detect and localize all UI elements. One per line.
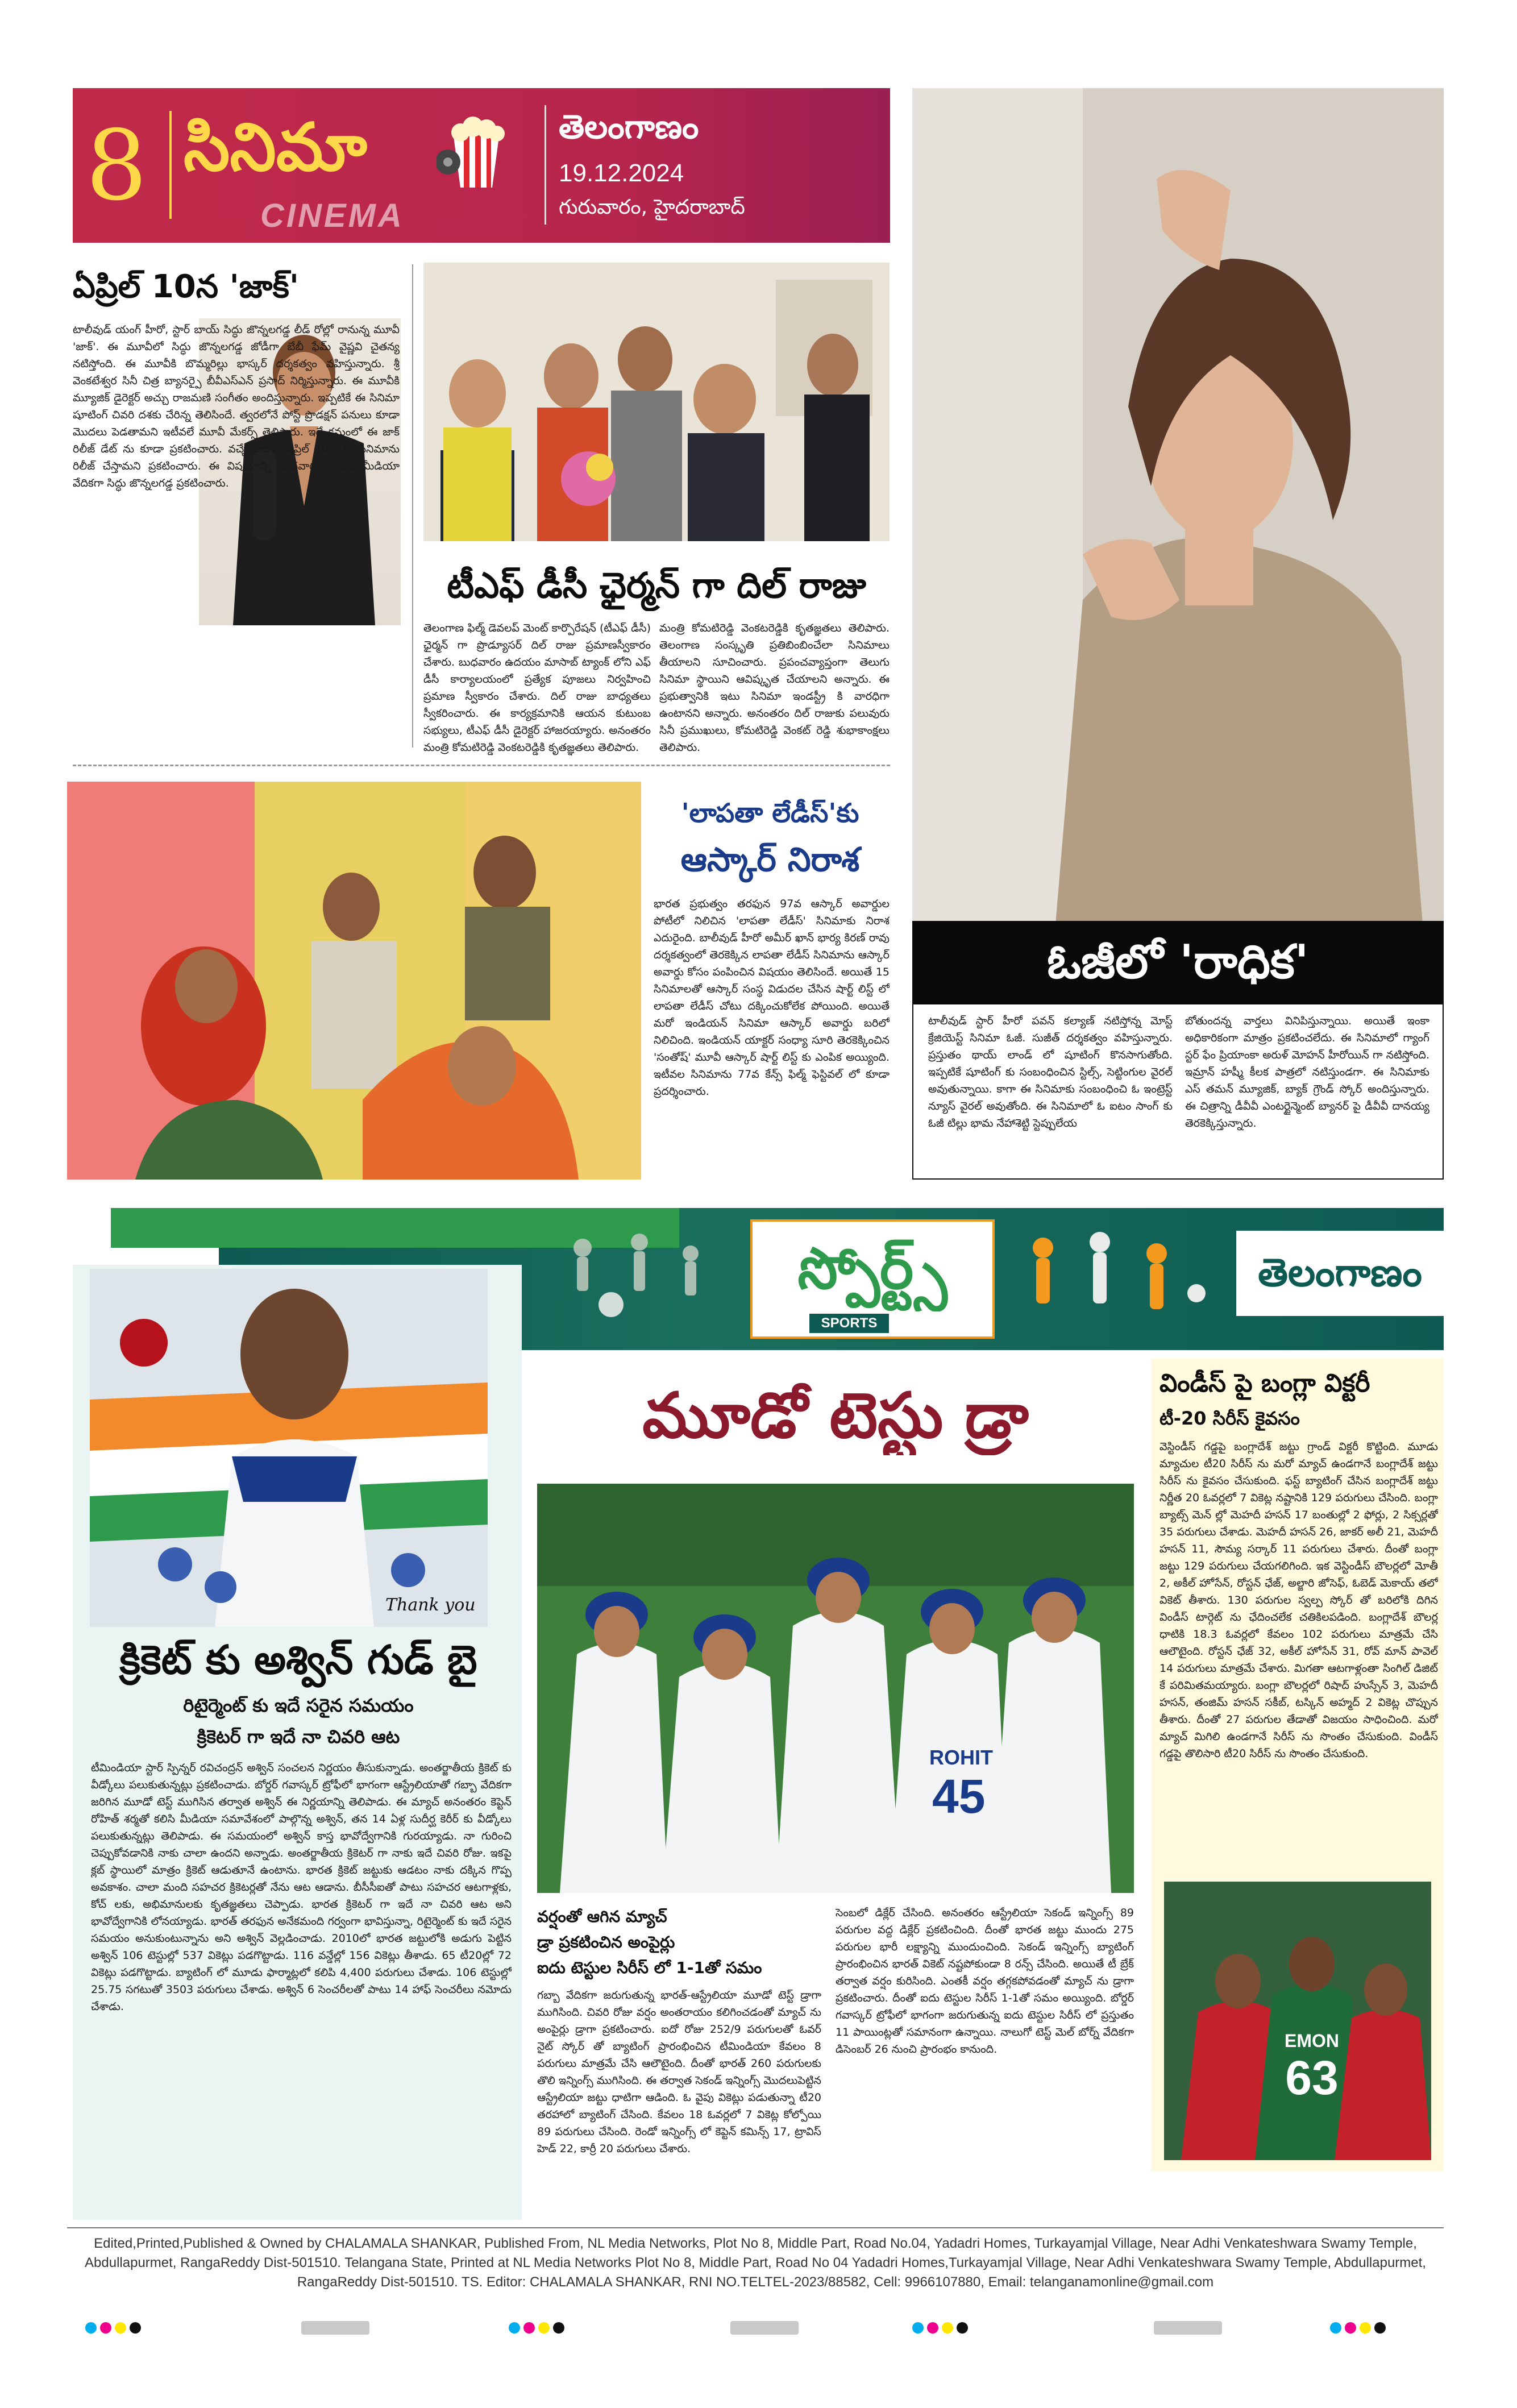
- ashwin-headline: క్రికెట్ కు అశ్విన్ గుడ్ బై: [119, 1637, 477, 1683]
- sports-art-right: [1003, 1219, 1219, 1344]
- black-swatch: [130, 2322, 141, 2334]
- color-bar-4: [1330, 2321, 1398, 2335]
- og-body-right: బోతుందన్న వార్తలు వినిపిస్తున్నాయి. అయితే ఇంకా అధికారికంగా మాత్రం ప్రకటించలేదు. ఈ సినిమాలో గ్యాంగ్ స్టర్ ఫేం ప్రియాంకా అరుళ్ మోహన్ హీరోయిన్ గా నటిస్తోంది. ఇమ్రాన్ హష్మీ కీలక పాత్రలో నటిస్తుండగా. ఈ సినిమాకు ఎస్ తమన్ మ్యూజిక్, బ్యాక్ గ్రౌండ్ స్కోర్ అందిస్తున్నారు. ఈ చిత్రాన్ని డీవీవీ ఎంటర్టైన్మెంట్ బ్యానర్ పై డీవీవీ దానయ్య తెరకెక్కిస్తున్నారు.: [1185, 1015, 1429, 1130]
- laapataa-body: భారత ప్రభుత్వం తరఫున 97వ ఆస్కార్ అవార్డుల పోటీలో నిలిచిన 'లాపతా లేడీస్' సినిమాకు నిరాశ ఎదురైంది. బాలీవుడ్ హీరో అమీర్ ఖాన్ భార్య కిరణ్ రావు దర్శకత్వంలో తెరకెక్కిన లాపతా లేడీస్ సినిమాను ఆస్కార్ అవార్డు కోసం పంపించిన విషయం తెలిసిందే. అయితే 15 సినిమాలతో ఆస్కార్ సంస్థ విడుదల చేసిన షార్ట్ లిస్ట్ లో లాపతా లేడీస్ చోటు దక్కించుకోలేక పోయింది. అయితే మరో ఇండియన్ సినిమా ఆస్కార్ అవార్డు బరిలో నిలిచింది. ఇండియన్ యాక్టర్ సంధ్యా సూరి తెరకెక్కించిన 'సంతోష్' మూవీ ఆస్కార్ షార్ట్ లిస్ట్ కు ఎంపిక అయ్యింది. ఇటీవల సినిమాను 77వ కేన్స్ ఫిల్మ్ ఫెస్టివల్ లో కూడా ప్రదర్శించారు.: [654, 898, 890, 1098]
- grey-bar-1: [301, 2321, 369, 2335]
- og-text-panel: [912, 1003, 1444, 1180]
- third-test-headline: మూడో టెస్టు డ్రా: [642, 1379, 1029, 1452]
- sports-title-box: [750, 1219, 995, 1339]
- og-body-left: టాలీవుడ్ స్టార్ హీరో పవన్ కల్యాణ్ నటిస్తోన్న మోస్ట్ క్రేజియెస్ట్ సినిమా ఓజీ. సుజీత్ దర్శకత్వం వహిస్తున్నారు. ప్రస్తుతం థాయ్ లాండ్ లో షూటింగ్ కొనసాగుతోంది. ఇప్పటికే షూటింగ్ కు సంబంధించిన స్టిల్స్, సెట్టింగుల వైరల్ అవుతున్నాయి. కాగా ఈ సినిమాకు సంబంధించి ఓ ఇంట్రెస్ట్ న్యూస్ వైరల్ అవుతోంది. ఈ సినిమాలో ఓ ఐటం సాంగ్ కు ఓజీ టిల్లు భామ నేహాశెట్టి స్టెప్పులేయ: [928, 1015, 1173, 1130]
- masthead: [73, 88, 890, 243]
- og-headline-band: [912, 921, 1444, 1003]
- popcorn-icon: [437, 105, 516, 190]
- rohit-jersey-number: 45: [932, 1770, 986, 1823]
- magenta-swatch: [523, 2322, 535, 2334]
- windies-sub: టీ-20 సిరీస్ కైవసం: [1159, 1408, 1300, 1429]
- footer-rule: [67, 2227, 1444, 2228]
- color-bar-1: [85, 2321, 153, 2335]
- cyan-swatch: [912, 2322, 924, 2334]
- registration-marks: [0, 2316, 1517, 2339]
- third-test-body-left: గబ్బా వేదికగా జరుగుతున్న భారత్-ఆస్ట్రేలియా మూడో టెస్ట్ డ్రాగా ముగిసింది. చివరి రోజు వర్షం అంతరాయం కలిగించడంతో మ్యాచ్ ను అంపైర్లు డ్రాగా ప్రకటించారు. ఐదో రోజు 252/9 పరుగులతో ఓవర్ నైట్ స్కోర్ తో బ్యాటింగ్ ప్రారంభించిన టీమిండియా కేవలం 8 పరుగులు మాత్రమే చేసి ఆలౌటైంది. దీంతో భారత్ 260 పరుగులకు తొలి ఇన్నింగ్స్ ముగిసింది. ఈ తర్వాత సెకండ్ ఇన్నింగ్స్ మొదలుపెట్టిన ఆస్ట్రేలియా జట్టు ధాటిగా ఆడింది. ఓ వైపు వికెట్లు పడుతున్నా టీ20 తరహాలో బ్యాటింగ్ చేసింది. కేవలం 18 ఓవర్లలో 7 వికెట్ల కోల్పోయి 89 పరుగులు చేసింది. రెండో ఇన్నింగ్స్ లో కెప్టెన్ కమిన్స్ 17, ట్రావిస్ హెడ్ 22, కార్రీ 20 పరుగులు చేశారు.: [537, 1989, 821, 2155]
- laapataa-headline-2: ఆస్కార్ నిరాశ: [680, 840, 860, 879]
- windies-headline: విండీస్ పై బంగ్లా విక్టరీ: [1159, 1369, 1370, 1398]
- third-test-sub3: ఐదు టెస్టుల సిరీస్ లో 1-1తో సమం: [537, 1958, 762, 1977]
- dil-raju-photo: [423, 263, 890, 541]
- third-test-photo: [537, 1484, 1134, 1893]
- cyan-swatch: [509, 2322, 520, 2334]
- dil-raju-body-left: తెలంగాణ ఫిల్మ్ డెవలప్ మెంట్ కార్పొరేషన్ (టీఎఫ్ డీసీ) ఛైర్మన్ గా ప్రొడ్యూసర్ దిల్ రాజు ప్రమాణస్వీకారం చేశారు. బుధవారం ఉదయం మాసాబ్ ట్యాంక్ లోని ఎఫ్ డీసీ కార్యాలయంలో ప్రత్యేక పూజలు నిర్వహించి ప్రమాణ స్వీకారం చేశారు. దిల్ రాజు బాధ్యతలు స్వీకరించారు. ఈ కార్యక్రమానికి ఆయన కుటుంబ సభ్యులు, టీఎఫ్ డీసీ డైరెక్టర్ హాజరయ్యారు. అనంతరం మంత్రి కోమటిరెడ్డి వెంకటరెడ్డికి కృతజ్ఞతలు తెలిపారు.: [423, 622, 651, 754]
- third-test-body-right: సెంబలో డిక్లేర్ చేసింది. అనంతరం ఆస్ట్రేలియా సెకండ్ ఇన్నింగ్స్ 89 పరుగుల వద్ద డిక్లేర్ ప్రకటించింది. దీంతో భారత జట్టు ముందు 275 పరుగుల భారీ లక్ష్యాన్ని ముందుంచింది. సెకండ్ ఇన్నింగ్స్ బ్యాటింగ్ ప్రారంభించిన భారత్ వికెట్ నష్టపోకుండా 8 రన్స్ చేసింది. అయితే టీ బ్రేక్ తర్వాత వర్షం కురిసింది. ఎంతకీ వర్షం తగ్గకపోవడంతో మ్యాచ్ ను డ్రాగా ప్రకటించారు. దీంతో ఐదు టెస్టుల సిరీస్ 1-1తో సమం అయ్యింది. బోర్డర్ గవాస్కర్ ట్రోఫీలో భాగంగా జరుగుతున్న ఐదు టెస్టుల సిరీస్ లో ప్రస్తుతం 11 పాయింట్లతో సమానంగా ఉన్నాయి. నాలుగో టెస్ట్ మెల్ బోర్న్ వేదికగా డిసెంబర్ 26 నుంచి ప్రారంభం కానుంది.: [836, 1907, 1134, 2056]
- imprint-line-2: Abdullapurmet, RangaReddy Dist-501510. Telangana State, Printed at NL Media Networks Plot No 8, Middle Part, Road No 04 Yadadri Homes,Turkayamjal Village, Near Adhi Venkateshwara Swamy Temple, Abdullapurmet,: [85, 2255, 1426, 2270]
- yellow-swatch: [115, 2322, 126, 2334]
- third-test-sub2: డ్రా ప్రకటించిన అంపైర్లు: [537, 1933, 675, 1952]
- paper-name: తెలంగాణం: [559, 107, 699, 146]
- rohit-jersey-name: ROHIT: [929, 1746, 993, 1769]
- windies-body: వెస్టిండీస్ గడ్డపై బంగ్లాదేశ్ జట్టు గ్రాండ్ విక్టరీ కొట్టింది. మూడు మ్యాచుల టీ20 సిరీస్ ను మరో మ్యాచ్ ఉండగానే బంగ్లాదేశ్ జట్టు సిరీస్ ను కైవసం చేసుకుంది. ఫస్ట్ బ్యాటింగ్ చేసిన బంగ్లాదేశ్ జట్టు నిర్ణీత 20 ఓవర్లలో 7 వికెట్ల నష్టానికి 129 పరుగులు చేసింది. బంగ్లా బ్యాట్స్ మెన్ ల్లో మెహదీ హసన్ 17 బంతుల్లో 2 ఫోర్లు, 2 సిక్సర్లతో 35 పరుగులు చేశాడు. మెహదీ హసన్ 26, జాకర్ అలీ 21, మెహదీ హసన్ 11, సౌమ్య సర్కార్ 11 పరుగులు చేశారు. దీంతో బంగ్లా జట్టు 129 పరుగులు చేయగలిగింది. ఇక వెస్టిండీస్ బౌలర్లలో మోతీ 2, అకీల్ హోసేన్, రోస్టన్ ఛేజ్, అల్జారి జోసెఫ్, ఓబెడ్ మెకాయ్ తలో వికెట్ తీశారు. 130 పరుగుల స్వల్ప స్కోర్ తో బరిలోకి దిగిన విండీస్ టార్గెట్ ను ఛేదించలేక చతికిలపడింది. బంగ్లాదేశ్ బౌలర్ల ధాటికి 18.3 ఓవర్లలో కేవలం 102 పరుగులు మాత్రమే చేసి ఆలౌటైంది. రోస్టన్ ఛేజ్ 32, అకీల్ హోసేన్ 31, రోవ్ మాన్ పావెల్ 14 పరుగులు మాత్రమే చేశారు. మిగతా ఆటగాళ్లంతా సింగిల్ డిజిట్ కే పరిమితమయ్యారు. బంగ్లా బౌలర్లలో రిషాద్ హుస్సేన్ 3, మెహదీ హసన్, తంజిమ్ హసన్ సకీబ్, టస్కిన్ అహ్మద్ 2 వికెట్ల చొప్పున తీశారు. దీంతో 27 పరుగుల తేడాతో విజయం సాధించింది. మరో మ్యాచ్ మిగిలి ఉండగానే సిరీస్ ను సొంతం చేసుకుంది. విండీస్ గడ్డపై తొలిసారి టీ20 సిరీస్ ను సొంతం చేసుకుంది.: [1159, 1440, 1438, 1760]
- grey-bar-3: [1154, 2321, 1222, 2335]
- magenta-swatch: [1345, 2322, 1356, 2334]
- windies-photo: [1164, 1882, 1431, 2160]
- sports-title: స్పోర్ట్స్: [797, 1235, 947, 1302]
- jack-headline: ఏప్రిల్ 10న 'జాక్': [73, 268, 300, 305]
- yellow-swatch: [1360, 2322, 1371, 2334]
- third-test-sub1: వర్షంతో ఆగిన మ్యాచ్: [537, 1907, 667, 1926]
- black-swatch: [957, 2322, 968, 2334]
- imprint-line-3: RangaReddy Dist-501510. TS. Editor: CHALAMALA SHANKAR, RNI NO.TELTEL-2023/88582, Cell: 9966107880, Email: telanganamonline@gmail.com: [297, 2274, 1214, 2290]
- emon-jersey-number: 63: [1285, 2051, 1339, 2104]
- imprint-line-1: Edited,Printed,Published & Owned by CHALAMALA SHANKAR, Published From, NL Media Networks, Plot No 8, Middle Part, Road No.04, Yadadri Homes, Turkayamjal Village, Near Adhi Venkateshwara Swamy Temple,: [94, 2236, 1417, 2251]
- ashwin-sub1: రిటైర్మెంట్ కు ఇదే సరైన సమయం: [183, 1695, 414, 1716]
- magenta-swatch: [927, 2322, 938, 2334]
- cyan-swatch: [1330, 2322, 1341, 2334]
- laapataa-photo: [67, 782, 641, 1180]
- yellow-swatch: [942, 2322, 953, 2334]
- yellow-swatch: [538, 2322, 550, 2334]
- sports-art-left: [548, 1225, 730, 1339]
- section-divider: [73, 765, 890, 766]
- issue-day-city: గురువారం, హైదరాబాద్: [559, 196, 745, 219]
- section-title: సినిమా: [184, 109, 367, 186]
- color-bar-2: [509, 2321, 577, 2335]
- emon-jersey-name: EMON: [1285, 2031, 1339, 2051]
- thank-you-text: Thank you: [385, 1595, 476, 1615]
- ashwin-body: టీమిండియా స్టార్ స్పిన్నర్ రవిచంద్రన్ అశ్విన్ సంచలన నిర్ణయం తీసుకున్నాడు. అంతర్జాతీయ క్రికెట్ కు వీడ్కోలు పలుకుతున్నట్లు ప్రకటించాడు. బోర్డర్ గవాస్కర్ ట్రోఫీలో భాగంగా ఆస్ట్రేలియాతో గబ్బా వేదికగా జరిగిన మూడో టెస్ట్ ముగిసిన తర్వాత అశ్విన్ ఈ నిర్ణయాన్ని తెలిపాడు. ఈ మ్యాచ్ అనంతరం కెప్టెన్ రోహిత్ శర్మతో కలిసి మీడియా సమావేశంలో పాల్గొన్న అశ్విన్, తన 14 ఏళ్ల సుదీర్ఘ కెరీర్ కు వీడ్కోలు పలుకుతున్నట్లు తెలిపాడు. ఈ సమయంలో అశ్విన్ కాస్త భావోద్వేగానికి గురయ్యాడు. నా గురించి చెప్పుకోవడానికి నాకు చాలా ఉందని అన్నాడు. అంతర్జాతీయ క్రికెటర్ గా నాకు ఇదే చివరి రోజు. ఇకపై క్లబ్ స్థాయిలో మాత్రం క్రికెట్ ఆడుతూనే ఉంటాను. భారత క్రికెట్ జట్టుకు ఆడటం నాకు దక్కిన గొప్ప అవకాశం. చాలా మంది సహచర క్రికెటర్లతో నేను ఆట ఆడాను. బీసీసీఐతో పాటు సహచర ఆటగాళ్లకు, కోచ్ లకు, అభిమానులకు కృతజ్ఞతలు చెప్పాడు. భారత క్రికెటర్ గా ఇదే నా చివరి ఆట అని భావోద్వేగానికి లోనయ్యాడు. భారత్ తరఫున అనేకమంది గర్వంగా భావిస్తున్నా, రిటైర్మెంట్ కు ఇదే సరైన సమయం అనుకుంటున్నాను అని అశ్విన్ వెల్లడించాడు. 2010లో భారత జట్టులోకి అడుగు పెట్టిన అశ్విన్ 106 టెస్టుల్లో 537 వికెట్లు పడగొట్టాడు. 116 వన్డేల్లో 156 వికెట్లు తీశాడు. 65 టీ20ల్లో 72 వికెట్లు పడగొట్టాడు. బ్యాటింగ్ లో మూడు ఫార్మాట్లలో కలిపి 4,400 పరుగులు చేశాడు. 106 టెస్టుల్లో 25.75 సగటుతో 3503 పరుగులు చేశాడు. అశ్విన్ 6 సెంచరీలతో పాటు 14 హాఫ్ సెంచరీలు నమోదు చేశాడు.: [91, 1762, 512, 2013]
- ashwin-photo: [90, 1269, 488, 1627]
- ashwin-sub2: క్రికెటర్ గా ఇదే నా చివరి ఆట: [197, 1726, 400, 1747]
- dil-raju-body-right: మంత్రి కోమటిరెడ్డి వెంకటరెడ్డికి కృతజ్ఞతలు తెలిపారు. తెలంగాణ సంస్కృతి ప్రతిబింబించేలా సినిమాలు తీయాలని సూచించారు. ప్రపంచవ్యాప్తంగా తెలుగు సినిమా స్థాయిని ఆవిష్కృత చేయాలని అన్నారు. ఈ ప్రభుత్వానికి ఇటు సినిమా ఇండస్ట్రీ కి వారధిగా ఉంటానని అన్నారు. అనంతరం దిల్ రాజుకు పలువురు సినీ ప్రముఖులు, కోమటిరెడ్డి వెంకట్ రెడ్డి శుభాకాంక్షలు తెలిపారు.: [659, 622, 890, 754]
- issue-date: 19.12.2024: [559, 159, 684, 187]
- sports-paper-name: తెలంగాణం: [1258, 1251, 1422, 1296]
- column-rule: [412, 264, 413, 748]
- cyan-swatch: [85, 2322, 97, 2334]
- grey-bar-2: [730, 2321, 799, 2335]
- black-swatch: [553, 2322, 564, 2334]
- black-swatch: [1374, 2322, 1386, 2334]
- color-bar-3: [912, 2321, 980, 2335]
- sports-paper-name-box: [1236, 1231, 1444, 1316]
- sports-subtitle: SPORTS: [809, 1314, 889, 1333]
- dil-raju-headline: టీఎఫ్ డీసీ ఛైర్మన్ గా దిల్ రాజు: [447, 564, 866, 606]
- jack-body: టాలీవుడ్ యంగ్ హీరో, స్టార్ బాయ్ సిద్ధు జొన్నలగడ్డ లీడ్ రోల్లో రానున్న మూవీ 'జాక్'. ఈ మూవీలో సిద్ధు జొన్నలగడ్డ జోడీగా బేబీ ఫేమ్ వైష్ణవి చైతన్య నటిస్తోంది. ఈ మూవీకి బొమ్మరిల్లు భాస్కర్ దర్శకత్వం వహిస్తున్నారు. శ్రీ వెంకటేశ్వర సినీ చిత్ర బ్యానర్పై బీవీఎస్ఎన్ ప్రసాద్ నిర్మిస్తున్నారు. ఈ మూవీకి మ్యూజిక్ డైరెక్టర్ అచ్చు రాజమణి సంగీతం అందిస్తున్నారు. ఇప్పటికే ఈ సినిమా షూటింగ్ చివరి దశకు చేరిన్న తెలిసిందే. త్వరలోనే పోస్ట్ ప్రొడక్షన్ పనులు కూడా మొదలు పెడతామని ఇటీవలే మూవీ మేకర్స్ తెలిపారు. ఇదే క్రమంలో ఈ జాక్ రిలీజ్ డేట్ ను కూడా ప్రకటించారు. వచ్చే ఏడాది ఏప్రిల్ 10న ఈ సినిమాను రిలీజ్ చేస్తామని ప్రకటించారు. ఈ విషయాన్ని బుధవారం సోషల్ మీడియా వేదికగా సిద్ధు జొన్నలగడ్డ ప్రకటించారు.: [73, 323, 400, 489]
- masthead-separator: [545, 105, 546, 225]
- divider: [169, 111, 172, 219]
- radhika-photo: [912, 88, 1444, 938]
- page-number: 8: [85, 110, 148, 222]
- magenta-swatch: [100, 2322, 111, 2334]
- laapataa-headline-1: 'లాపతా లేడీస్'కు: [681, 798, 859, 828]
- og-headline: ఓజీలో 'రాధిక': [1047, 935, 1309, 989]
- section-subtitle: CINEMA: [260, 197, 404, 234]
